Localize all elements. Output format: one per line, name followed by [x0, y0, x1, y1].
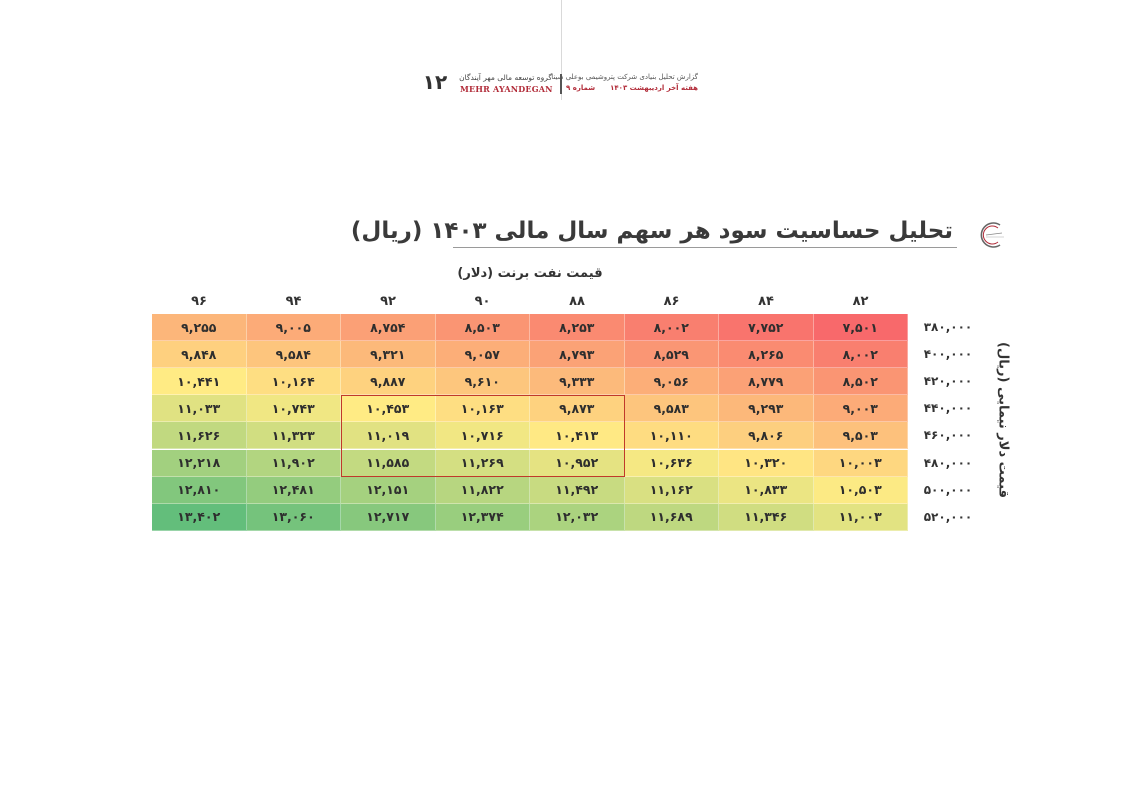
- table-cell: ۹,۳۲۱: [341, 341, 436, 368]
- table-cell: ۱۲,۲۱۸: [152, 450, 247, 477]
- table-cell: ۹,۸۸۷: [341, 368, 436, 395]
- table-cell: ۹,۸۰۶: [719, 422, 814, 449]
- table-cell: ۸,۷۷۹: [719, 368, 814, 395]
- table-cell: ۱۱,۹۰۲: [247, 450, 342, 477]
- row-header: ۴۶۰,۰۰۰: [923, 428, 973, 443]
- table-cell: ۷,۷۵۲: [719, 314, 814, 341]
- table-cell: ۱۲,۸۱۰: [152, 477, 247, 504]
- table-cell: ۱۰,۳۲۰: [719, 450, 814, 477]
- title-underline: [453, 247, 957, 248]
- table-cell: ۸,۲۶۵: [719, 341, 814, 368]
- row-header: ۳۸۰,۰۰۰: [923, 320, 973, 334]
- table-cell: ۱۰,۱۶۴: [247, 368, 342, 395]
- table-cell: ۱۲,۰۳۲: [530, 504, 625, 531]
- row-header: ۴۸۰,۰۰۰: [923, 455, 973, 470]
- table-cell: ۱۱,۴۹۲: [530, 477, 625, 504]
- column-header: ۹۲: [380, 294, 396, 309]
- table-cell: ۸,۲۵۳: [530, 314, 625, 341]
- table-cell: ۸,۰۰۲: [625, 314, 720, 341]
- table-cell: ۱۰,۸۳۳: [719, 477, 814, 504]
- row-header: ۵۰۰,۰۰۰: [923, 482, 973, 497]
- table-cell: ۹,۰۵۶: [625, 368, 720, 395]
- table-cell: ۹,۵۸۴: [247, 341, 342, 368]
- column-header: ۸۶: [663, 294, 680, 309]
- section-title: تحلیل حساسیت سود هر سهم سال مالی ۱۴۰۳ (ریال): [350, 218, 953, 244]
- table-cell: ۱۱,۱۶۲: [625, 477, 720, 504]
- table-cell: ۱۱,۰۱۹: [341, 422, 436, 449]
- table-cell: ۱۰,۷۴۳: [247, 395, 342, 422]
- column-header: ۸۲: [852, 294, 869, 309]
- table-cell: ۱۰,۴۵۳: [341, 395, 436, 422]
- column-header: ۹۴: [285, 294, 302, 309]
- table-cell: ۹,۰۰۵: [247, 314, 342, 341]
- y-axis-title: قیمت دلار نیمایی (ریال): [995, 342, 1011, 498]
- company-name-en: MEHR AYANDEGAN: [460, 84, 553, 94]
- table-cell: ۸,۰۰۲: [814, 341, 909, 368]
- column-header: ۸۴: [758, 294, 774, 309]
- table-cell: ۱۱,۰۰۳: [814, 504, 909, 531]
- company-logo-icon: [974, 221, 1010, 249]
- page-number: ۱۲: [422, 70, 448, 94]
- table-cell: ۸,۵۲۹: [625, 341, 720, 368]
- table-cell: ۱۳,۰۶۰: [247, 504, 342, 531]
- table-cell: ۱۲,۳۷۴: [436, 504, 531, 531]
- table-cell: ۹,۸۴۸: [152, 341, 247, 368]
- table-cell: ۹,۳۳۳: [530, 368, 625, 395]
- row-header: ۴۴۰,۰۰۰: [923, 401, 973, 416]
- table-cell: ۱۱,۳۲۳: [247, 422, 342, 449]
- column-header: ۹۶: [191, 294, 207, 309]
- table-cell: ۹,۰۵۷: [436, 341, 531, 368]
- report-title: گزارش تحلیل بنیادی شرکت پتروشیمی بوعلی سینا: [551, 73, 698, 81]
- table-cell: ۱۱,۶۲۶: [152, 422, 247, 449]
- row-header: ۴۰۰,۰۰۰: [923, 347, 973, 362]
- table-cell: ۱۰,۱۱۰: [625, 422, 720, 449]
- report-issue: شماره ۹: [566, 84, 596, 92]
- table-cell: ۱۰,۵۰۳: [814, 477, 909, 504]
- table-cell: ۸,۵۰۲: [814, 368, 909, 395]
- table-cell: ۹,۵۸۳: [625, 395, 720, 422]
- table-cell: ۱۰,۴۱۳: [530, 422, 625, 449]
- table-cell: ۸,۵۰۳: [436, 314, 531, 341]
- x-axis-title: قیمت نفت برنت (دلار): [457, 266, 603, 281]
- table-cell: ۱۱,۳۴۶: [719, 504, 814, 531]
- table-cell: ۱۱,۰۳۳: [152, 395, 247, 422]
- table-cell: ۱۲,۱۵۱: [341, 477, 436, 504]
- table-cell: ۱۰,۹۵۲: [530, 450, 625, 477]
- table-cell: ۹,۲۵۵: [152, 314, 247, 341]
- company-name-fa: گروه توسعه مالی مهر آیندگان: [459, 73, 552, 82]
- table-cell: ۱۲,۴۸۱: [247, 477, 342, 504]
- company-brand: [460, 73, 552, 94]
- table-cell: ۹,۵۰۳: [814, 422, 909, 449]
- table-cell: ۱۰,۱۶۳: [436, 395, 531, 422]
- table-cell: ۱۳,۴۰۲: [152, 504, 247, 531]
- table-cell: ۹,۲۹۳: [719, 395, 814, 422]
- table-cell: ۷,۵۰۱: [814, 314, 909, 341]
- report-meta: [566, 84, 698, 92]
- table-cell: ۱۰,۷۱۶: [436, 422, 531, 449]
- table-cell: ۱۱,۲۶۹: [436, 450, 531, 477]
- report-info: [551, 73, 698, 92]
- table-cell: ۱۱,۶۸۹: [625, 504, 720, 531]
- row-header: ۴۲۰,۰۰۰: [923, 374, 973, 389]
- table-cell: ۱۱,۸۲۲: [436, 477, 531, 504]
- table-cell: ۸,۷۹۳: [530, 341, 625, 368]
- column-header: ۹۰: [474, 294, 491, 309]
- column-header: ۸۸: [569, 294, 585, 309]
- table-cell: ۱۱,۵۸۵: [341, 450, 436, 477]
- report-week: هفته آخر اردیبهشت ۱۴۰۳: [610, 84, 698, 92]
- table-cell: ۹,۶۱۰: [436, 368, 531, 395]
- table-cell: ۹,۸۷۳: [530, 395, 625, 422]
- table-cell: ۱۰,۴۴۱: [152, 368, 247, 395]
- table-cell: ۸,۷۵۴: [341, 314, 436, 341]
- table-cell: ۱۰,۶۳۶: [625, 450, 720, 477]
- row-header: ۵۲۰,۰۰۰: [923, 509, 973, 524]
- table-cell: ۱۲,۷۱۷: [341, 504, 436, 531]
- table-cell: ۹,۰۰۳: [814, 395, 909, 422]
- table-cell: ۱۰,۰۰۳: [814, 450, 909, 477]
